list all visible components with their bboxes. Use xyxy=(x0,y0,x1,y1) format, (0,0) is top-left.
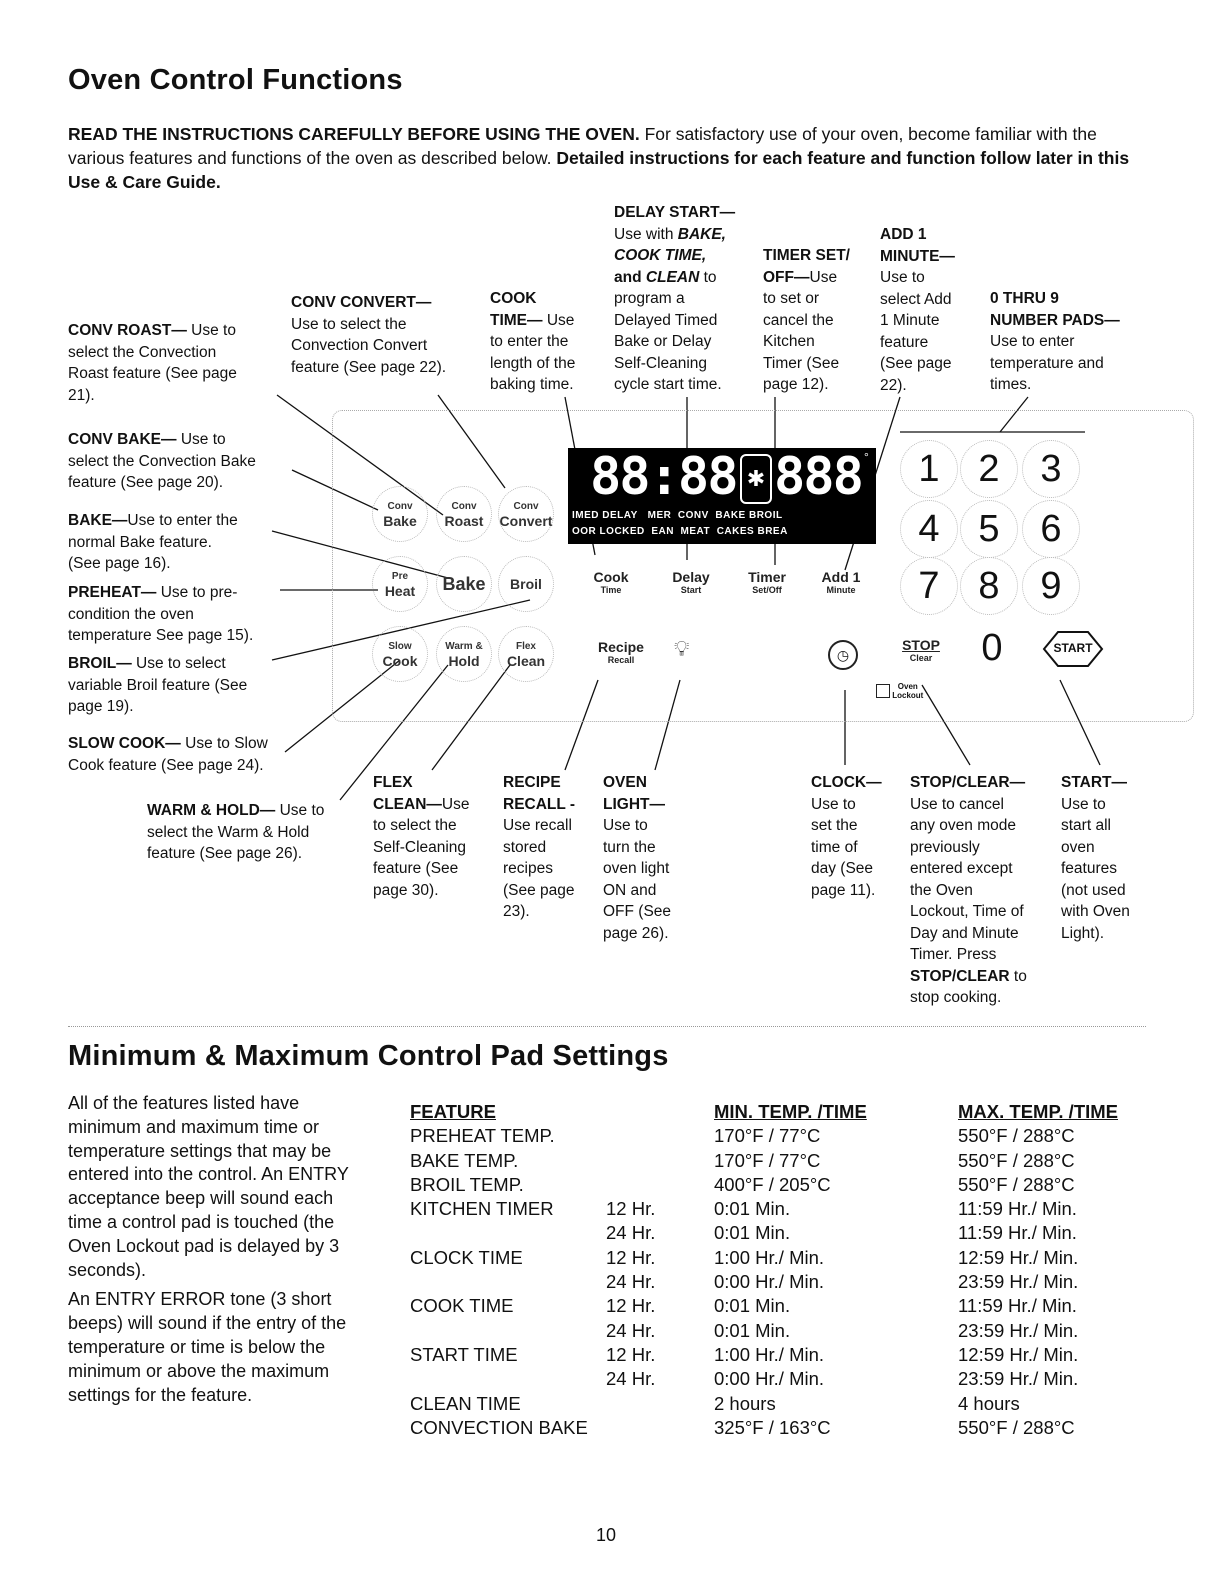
table-cell: 550°F / 288°C xyxy=(958,1173,1075,1195)
conv-roast-pad[interactable]: Conv Roast xyxy=(436,486,492,542)
display-temp-digits: 888 xyxy=(774,447,862,507)
conv-convert-pad[interactable]: Conv Convert xyxy=(498,486,554,542)
table-cell: 170°F / 77°C xyxy=(714,1149,821,1171)
max-header: MAX. TEMP. /TIME xyxy=(958,1101,1119,1122)
intro-bold-1: READ THE INSTRUCTIONS CAREFULLY BEFORE USING THE OVEN. xyxy=(68,124,640,144)
number-pad-5[interactable]: 5 xyxy=(960,500,1018,558)
number-pad-3[interactable]: 3 xyxy=(1022,440,1080,498)
callout-conv-roast: CONV ROAST— Use to select the Convection Roast feature (See page 21). xyxy=(68,322,237,404)
table-cell: 325°F / 163°C xyxy=(714,1416,831,1438)
table-cell: 1:00 Hr./ Min. xyxy=(714,1246,825,1268)
number-pad-2[interactable]: 2 xyxy=(960,440,1018,498)
recipe-recall-key[interactable]: Recipe Recall xyxy=(598,639,644,665)
page-title: Oven Control Functions xyxy=(68,64,403,96)
table-row: KITCHEN TIMER xyxy=(410,1198,554,1220)
table-cell: 400°F / 205°C xyxy=(714,1173,831,1195)
conv-bake-pad[interactable]: Conv Bake xyxy=(372,486,428,542)
min-column xyxy=(714,1100,867,1440)
table-cell: 550°F / 288°C xyxy=(958,1149,1075,1171)
table-cell: 24 Hr. xyxy=(606,1319,656,1341)
min-header: MIN. TEMP. /TIME xyxy=(714,1101,867,1122)
table-cell: 23:59 Hr./ Min. xyxy=(958,1271,1079,1293)
callout-cook-time: COOK TIME— Use to enter the length of the baking time. xyxy=(490,290,576,393)
table-cell: 12:59 Hr./ Min. xyxy=(958,1343,1079,1365)
table-cell: 0:01 Min. xyxy=(714,1295,791,1317)
callout-warm-hold: WARM & HOLD— Use to select the Warm & Hold feature (See page 26). xyxy=(147,802,325,862)
timer-key[interactable]: Timer Set/Off xyxy=(748,569,786,595)
table-cell: 12 Hr. xyxy=(606,1343,656,1365)
callout-conv-bake: CONV BAKE— Use to select the Convection Bake feature (See page 20). xyxy=(68,431,256,491)
number-pad-7[interactable]: 7 xyxy=(900,557,958,615)
fan-icon: ✱ xyxy=(740,454,772,504)
callout-delay-start: DELAY START— Use with BAKE, COOK TIME, and CLEAN to program a Delayed Timed Bake or Delay Self-Cleaning cycle start time. xyxy=(614,204,736,393)
display-row-2: OOR LOCKED EAN MEAT CAKES BREA xyxy=(572,526,788,537)
callout-recipe-recall: RECIPE RECALL - Use recall stored recipes (See page 23). xyxy=(503,774,576,920)
delay-start-key[interactable]: Delay Start xyxy=(672,569,710,595)
cook-time-key[interactable]: Cook Time xyxy=(593,569,629,595)
number-pad-0[interactable]: 0 xyxy=(981,626,1003,669)
callout-oven-light: OVEN LIGHT— Use to turn the oven light ON and OFF (See page 26). xyxy=(603,774,672,942)
table-cell: 12 Hr. xyxy=(606,1198,656,1220)
table-cell: 11:59 Hr./ Min. xyxy=(958,1198,1077,1220)
mode-column xyxy=(606,1124,655,1391)
max-column xyxy=(958,1100,1118,1440)
number-pad-6[interactable]: 6 xyxy=(1022,500,1080,558)
table-cell: 550°F / 288°C xyxy=(958,1416,1075,1438)
table-row: CONVECTION BAKE xyxy=(410,1416,588,1438)
lock-icon xyxy=(876,684,890,698)
table-row: START TIME xyxy=(410,1343,518,1365)
table-cell: 1:00 Hr./ Min. xyxy=(714,1343,825,1365)
callout-conv-convert: CONV CONVERT— Use to select the Convection Convert feature (See page 22). xyxy=(291,294,447,376)
page-number: 10 xyxy=(596,1525,617,1545)
table-row xyxy=(410,1221,588,1245)
table-cell: 2 hours xyxy=(714,1392,776,1414)
number-pad-4[interactable]: 4 xyxy=(900,500,958,558)
table-row: BAKE TEMP. xyxy=(410,1149,519,1171)
table-cell: 0:00 Hr./ Min. xyxy=(714,1271,825,1293)
callout-add1: ADD 1 MINUTE— Use to select Add 1 Minute feature (See page 22). xyxy=(880,226,955,394)
table-cell: 11:59 Hr./ Min. xyxy=(958,1222,1077,1244)
section2-title: Minimum & Maximum Control Pad Settings xyxy=(68,1040,669,1072)
table-cell: 12 Hr. xyxy=(606,1246,656,1268)
clock-icon[interactable]: ◷ xyxy=(828,640,858,670)
warm-hold-pad[interactable]: Warm & Hold xyxy=(436,626,492,682)
stop-clear-key[interactable]: STOP Clear xyxy=(902,637,940,663)
table-cell: 12 Hr. xyxy=(606,1295,656,1317)
oven-display xyxy=(568,448,876,544)
callout-preheat: PREHEAT— Use to pre- condition the oven temperature See page 15). xyxy=(68,584,254,644)
start-pad-label: START xyxy=(1053,641,1093,655)
table-row: COOK TIME xyxy=(410,1295,514,1317)
table-cell: 550°F / 288°C xyxy=(958,1125,1075,1147)
table-cell: 0:01 Min. xyxy=(714,1198,791,1220)
table-row: PREHEAT TEMP. xyxy=(410,1125,555,1147)
intro-bold-2: Detailed instructions for each feature and function follow later in this Use & Care Guide. xyxy=(68,148,1130,192)
oven-lockout-key[interactable]: Oven Lockout xyxy=(876,682,936,700)
table-cell: 0:01 Min. xyxy=(714,1319,791,1341)
table-cell: 4 hours xyxy=(958,1392,1020,1414)
number-pad-8[interactable]: 8 xyxy=(960,557,1018,615)
table-cell xyxy=(606,1173,655,1197)
table-row xyxy=(410,1319,588,1343)
callout-number-pads: 0 THRU 9 NUMBER PADS— Use to enter temperature and times. xyxy=(990,290,1120,393)
callout-slow-cook: SLOW COOK— Use to Slow Cook feature (See page 24). xyxy=(68,735,268,774)
callout-bake: BAKE—Use to enter the normal Bake feature. (See page 16). xyxy=(68,512,238,572)
settings-description xyxy=(68,1092,398,1407)
table-cell: 24 Hr. xyxy=(606,1368,656,1390)
table-row xyxy=(410,1367,588,1391)
callout-flex-clean: FLEX CLEAN—Use to select the Self-Cleaning feature (See page 30). xyxy=(373,774,470,899)
feature-header: FEATURE xyxy=(410,1101,496,1122)
callout-timer: TIMER SET/ OFF—Use to set or cancel the Kitchen Timer (See page 12). xyxy=(763,247,850,393)
start-pad[interactable] xyxy=(1042,630,1104,668)
display-row-1: IMED DELAY MER CONV BAKE BROIL xyxy=(572,510,783,521)
number-pad-9[interactable]: 9 xyxy=(1022,557,1080,615)
table-cell xyxy=(606,1124,655,1148)
degree-mark: ° xyxy=(864,450,869,464)
callout-start: START— Use to start all oven features (not used with Oven Light). xyxy=(1061,774,1130,942)
table-cell: 0:01 Min. xyxy=(714,1222,791,1244)
number-pad-1[interactable]: 1 xyxy=(900,440,958,498)
table-cell: 24 Hr. xyxy=(606,1271,656,1293)
section-divider xyxy=(68,1026,1146,1027)
table-cell: 11:59 Hr./ Min. xyxy=(958,1295,1077,1317)
slow-cook-pad[interactable]: Slow Cook xyxy=(372,626,428,682)
table-cell: 0:00 Hr./ Min. xyxy=(714,1368,825,1390)
table-cell: 170°F / 77°C xyxy=(714,1125,821,1147)
light-bulb-icon[interactable]: 💡︎ xyxy=(674,636,690,661)
table-row xyxy=(410,1270,588,1294)
table-cell: 24 Hr. xyxy=(606,1222,656,1244)
bake-pad[interactable]: Bake xyxy=(436,556,492,612)
table-cell: 23:59 Hr./ Min. xyxy=(958,1319,1079,1341)
callout-stop-clear: STOP/CLEAR— Use to cancel any oven mode previously entered except the Oven Lockout, Time of Day and Minute Timer. Press STOP/CLEAR to stop cooking. xyxy=(910,774,1027,1006)
table-row: CLOCK TIME xyxy=(410,1246,523,1268)
add-1-minute-key[interactable]: Add 1 Minute xyxy=(821,569,861,595)
intro-text: For satisfactory use of your oven, become familiar with the various features and functions of the oven as described below. xyxy=(68,124,1097,168)
callout-clock: CLOCK— Use to set the time of day (See page 11). xyxy=(811,774,882,899)
table-row: BROIL TEMP. xyxy=(410,1173,524,1195)
feature-column xyxy=(410,1100,588,1440)
broil-pad[interactable]: Broil xyxy=(498,556,554,612)
table-cell: 12:59 Hr./ Min. xyxy=(958,1246,1079,1268)
table-row: CLEAN TIME xyxy=(410,1392,521,1414)
callout-broil: BROIL— Use to select variable Broil feature (See page 19). xyxy=(68,655,248,715)
display-clock-digits: 88:88 xyxy=(590,447,737,507)
flex-clean-pad[interactable]: Flex Clean xyxy=(498,626,554,682)
table-cell xyxy=(606,1149,655,1173)
desc-para-2: An ENTRY ERROR tone (3 short beeps) will sound if the entry of the temperature or time is below the minimum or above the maximum settings for the feature. xyxy=(68,1289,347,1405)
table-cell: 23:59 Hr./ Min. xyxy=(958,1368,1079,1390)
preheat-pad[interactable]: Pre Heat xyxy=(372,556,428,612)
desc-para-1: All of the features listed have minimum and maximum time or temperature settings that may be entered into the control. An ENTRY acceptance beep will sound each time a control pad is touched (the Oven Lockout pad is delayed by 3 seconds). xyxy=(68,1093,349,1280)
